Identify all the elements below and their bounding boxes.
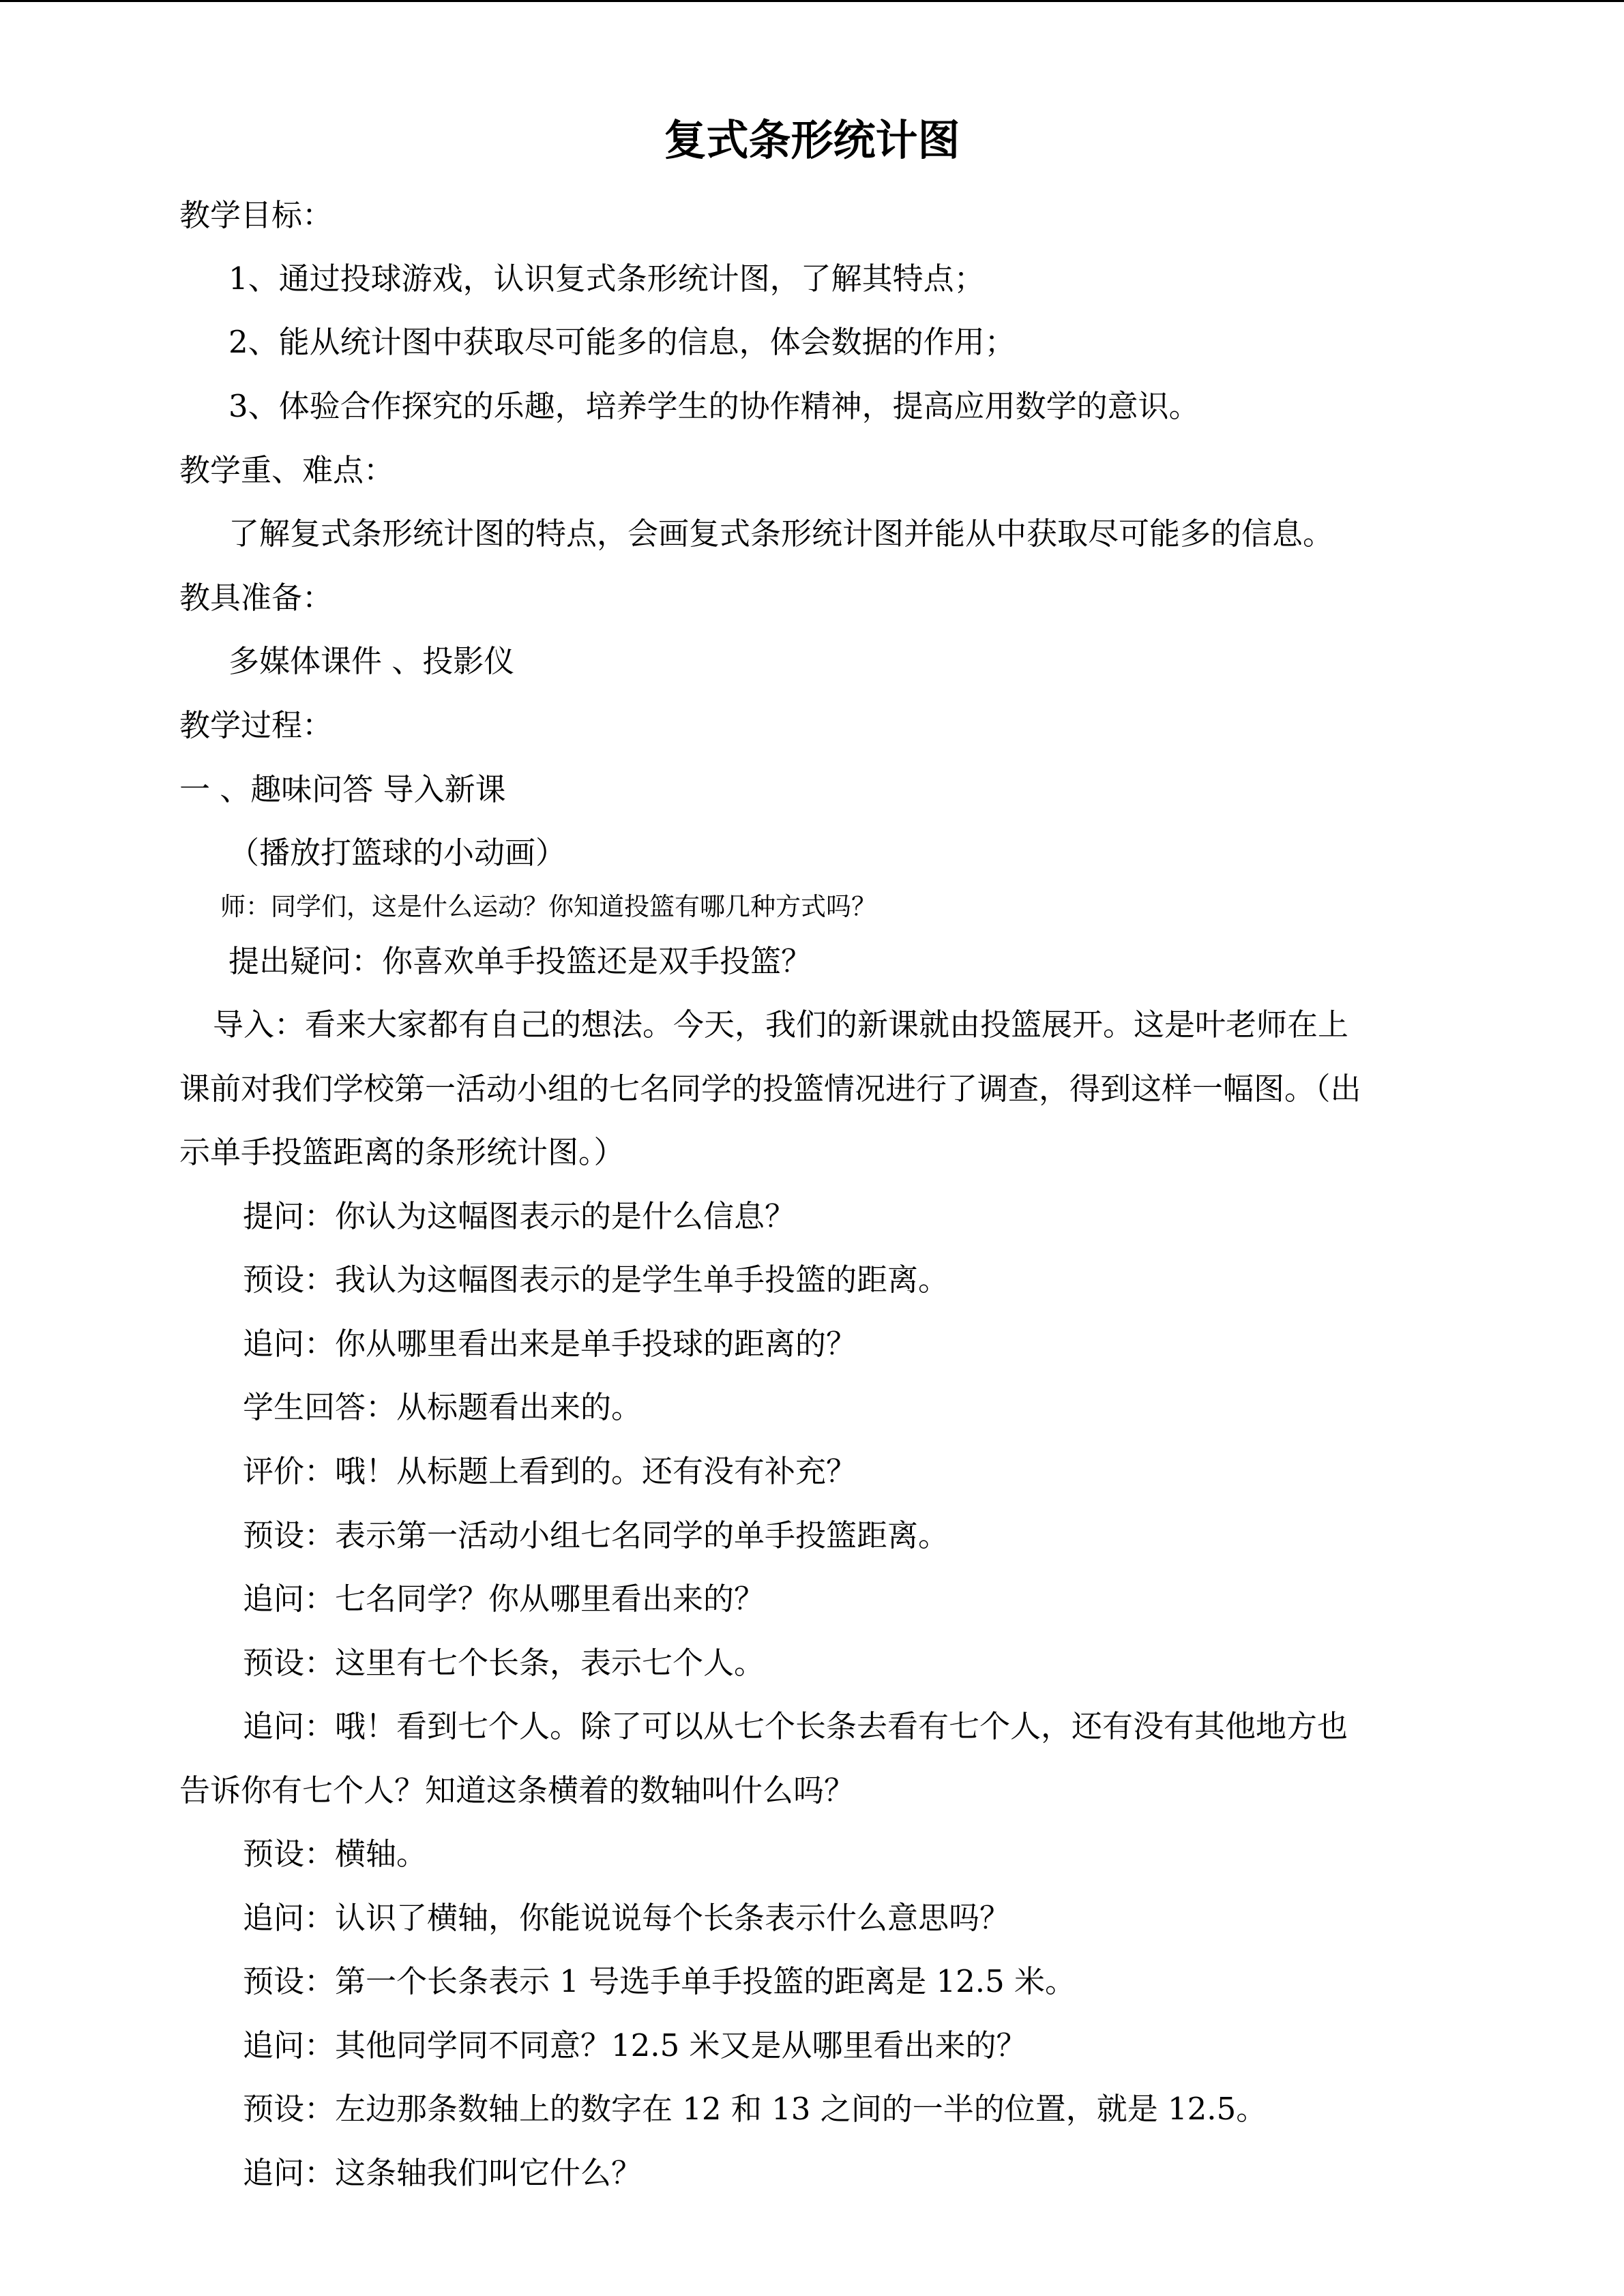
dialogue-line-3: 追问：你从哪里看出来是单手投球的距离的？ [243, 1326, 857, 1362]
dialogue-line-2: 预设：我认为这幅图表示的是学生单手投篮的距离。 [243, 1262, 949, 1298]
key-points-text: 了解复式条形统计图的特点，会画复式条形统计图并能从中获取尽可能多的信息。 [228, 516, 1334, 552]
section-heading-objectives: 教学目标： [179, 197, 334, 233]
dialogue-line-10: 告诉你有七个人？知道这条横着的数轴叫什么吗？ [179, 1772, 855, 1808]
objective-item-3: 3、体验合作探究的乐趣，培养学生的协作精神，提高应用数学的意识。 [228, 388, 1200, 424]
objective-item-1: 1、通过投球游戏，认识复式条形统计图，了解其特点； [228, 260, 985, 297]
raise-question: 提出疑问：你喜欢单手投篮还是双手投篮？ [228, 943, 812, 979]
dialogue-line-5: 评价：哦！从标题上看到的。还有没有补充？ [243, 1453, 857, 1489]
objective-item-2: 2、能从统计图中获取尽可能多的信息，体会数据的作用； [228, 324, 1016, 360]
dialogue-line-7: 追问：七名同学？你从哪里看出来的？ [243, 1581, 765, 1617]
section-heading-process: 教学过程： [179, 707, 334, 743]
dialogue-line-6: 预设：表示第一活动小组七名同学的单手投篮距离。 [243, 1517, 949, 1553]
introduction-line-2: 课前对我们学校第一活动小组的七名同学的投篮情况进行了调查，得到这样一幅图。（出 [179, 1071, 1361, 1107]
top-border-line [0, 0, 1624, 2]
document-title: 复式条形统计图 [664, 115, 960, 165]
dialogue-line-9: 追问：哦！看到七个人。除了可以从七个长条去看有七个人，还有没有其他地方也 [243, 1708, 1348, 1744]
introduction-line-1: 导入：看来大家都有自己的想法。今天，我们的新课就由投篮展开。这是叶老师在上 [213, 1007, 1349, 1043]
process-part-1-heading: 一 、趣味问答 导入新课 [179, 771, 506, 807]
dialogue-line-1: 提问：你认为这幅图表示的是什么信息？ [243, 1198, 796, 1234]
section-heading-materials: 教具准备： [179, 580, 334, 616]
dialogue-line-16: 追问：这条轴我们叫它什么？ [243, 2155, 643, 2191]
dialogue-line-8: 预设：这里有七个长条，表示七个人。 [243, 1645, 765, 1681]
introduction-line-3: 示单手投篮距离的条形统计图。） [179, 1134, 625, 1170]
materials-text: 多媒体课件 、投影仪 [228, 643, 515, 679]
dialogue-line-12: 追问：认识了横轴，你能说说每个长条表示什么意思吗？ [243, 1900, 1011, 1936]
dialogue-line-4: 学生回答：从标题看出来的。 [243, 1389, 643, 1425]
teacher-question: 师：同学们，这是什么运动？你知道投篮有哪几种方式吗？ [220, 892, 876, 921]
dialogue-line-13: 预设：第一个长条表示 1 号选手单手投篮的距离是 12.5 米。 [243, 1963, 1076, 1999]
dialogue-line-14: 追问：其他同学同不同意？12.5 米又是从哪里看出来的？ [243, 2027, 1027, 2063]
animation-note: （播放打篮球的小动画） [228, 835, 567, 871]
section-heading-key-points: 教学重、难点： [179, 452, 395, 488]
dialogue-line-11: 预设：横轴。 [243, 1836, 428, 1872]
dialogue-line-15: 预设：左边那条数轴上的数字在 12 和 13 之间的一半的位置，就是 12.5。 [243, 2091, 1267, 2127]
